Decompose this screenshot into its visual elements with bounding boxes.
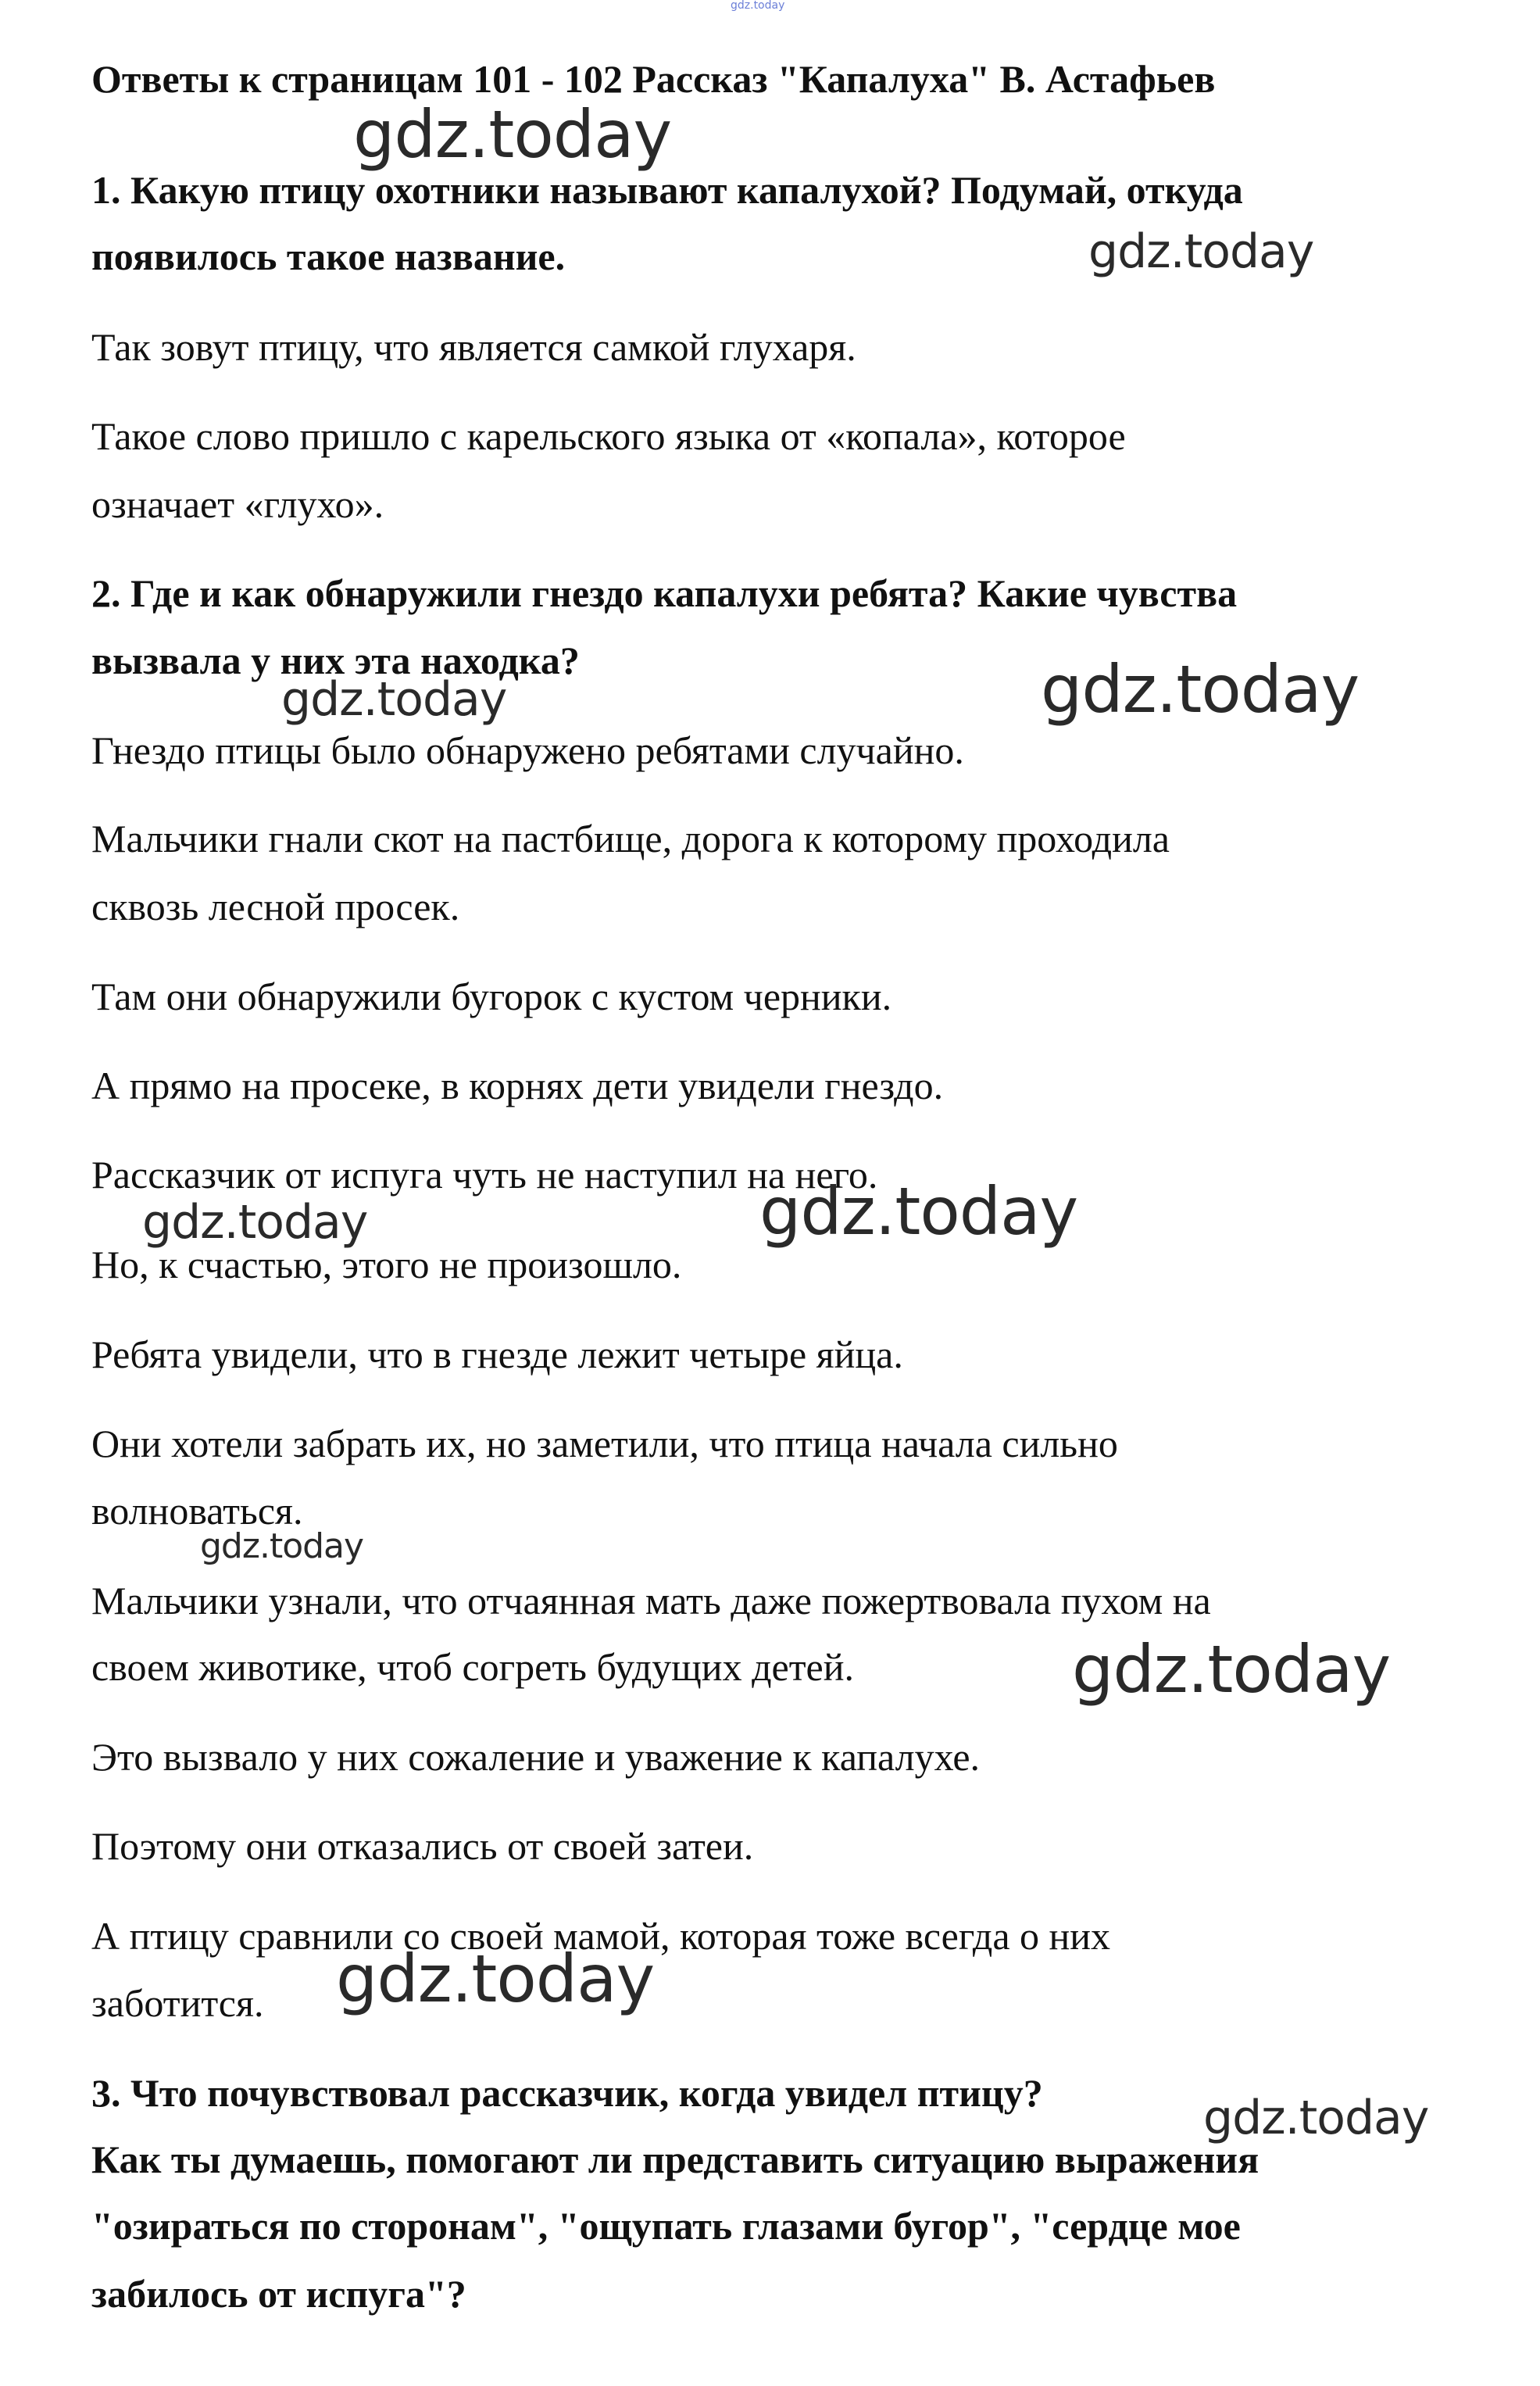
answer-2-line-3: сквозь лесной просек. — [91, 885, 460, 928]
watermark: gdz.today — [336, 1941, 655, 2017]
question-2-line-2: вызвала у них эта находка? — [91, 639, 580, 682]
watermark: gdz.today — [1088, 224, 1314, 279]
header-watermark: gdz.today — [731, 0, 785, 12]
question-3-line-3: "озираться по сторонам", "ощупать глазами бугор", "сердце мое — [91, 2204, 1241, 2248]
answer-1-line-3: означает «глухо». — [91, 482, 384, 526]
question-1-line-2: появилось такое название. — [91, 234, 566, 278]
watermark: gdz.today — [281, 672, 507, 727]
watermark: gdz.today — [1072, 1631, 1391, 1708]
answer-2-line-13: Это вызвало у них сожаление и уважение к капалухе. — [91, 1735, 981, 1779]
answer-2-line-6: Рассказчик от испуга чуть не наступил на него. — [91, 1153, 878, 1197]
answer-2-line-7: Но, к счастью, этого не произошло. — [91, 1243, 682, 1286]
answer-2-line-11: Мальчики узнали, что отчаянная мать даже пожертвовала пухом на — [91, 1579, 1211, 1622]
question-2-line-1: 2. Где и как обнаружили гнездо капалухи ребята? Какие чувства — [91, 571, 1238, 615]
watermark: gdz.today — [1041, 651, 1360, 728]
answer-1-line-1: Так зовут птицу, что является самкой глухаря. — [91, 325, 856, 369]
answer-2-line-16: заботится. — [91, 1981, 264, 2025]
watermark: gdz.today — [1203, 2091, 1429, 2145]
question-3-line-2: Как ты думаешь, помогают ли представить ситуацию выражения — [91, 2137, 1260, 2181]
answer-2-line-9: Они хотели забрать их, но заметили, что птица начала сильно — [91, 1422, 1118, 1465]
question-1-line-1: 1. Какую птицу охотники называют капалухой? Подумай, откуда — [91, 168, 1243, 212]
question-3-line-4: забилось от испуга"? — [91, 2272, 466, 2316]
answer-1-line-2: Такое слово пришло с карельского языка от «копала», которое — [91, 414, 1126, 458]
answer-2-line-12: своем животике, чтоб согреть будущих детей. — [91, 1645, 855, 1689]
answer-2-line-1: Гнездо птицы было обнаружено ребятами случайно. — [91, 728, 964, 772]
watermark: gdz.today — [200, 1526, 364, 1566]
watermark: gdz.today — [353, 96, 672, 173]
question-3-line-1: 3. Что почувствовал рассказчик, когда увидел птицу? — [91, 2071, 1043, 2115]
answer-2-line-5: А прямо на просеке, в корнях дети увидели гнездо. — [91, 1064, 944, 1107]
answer-2-line-2: Мальчики гнали скот на пастбище, дорога к которому проходила — [91, 817, 1170, 860]
watermark: gdz.today — [759, 1173, 1078, 1250]
answer-2-line-14: Поэтому они отказались от своей затеи. — [91, 1824, 754, 1868]
page-title: Ответы к страницам 101 - 102 Рассказ "Капалуха" В. Астафьев — [91, 57, 1216, 101]
answer-2-line-8: Ребята увидели, что в гнезде лежит четыре яйца. — [91, 1333, 903, 1376]
answer-2-line-15: А птицу сравнили со своей мамой, которая тоже всегда о них — [91, 1914, 1111, 1958]
watermark: gdz.today — [142, 1195, 368, 1250]
answer-2-line-10: волноваться. — [91, 1489, 303, 1533]
answer-2-line-4: Там они обнаружили бугорок с кустом черники. — [91, 975, 892, 1018]
